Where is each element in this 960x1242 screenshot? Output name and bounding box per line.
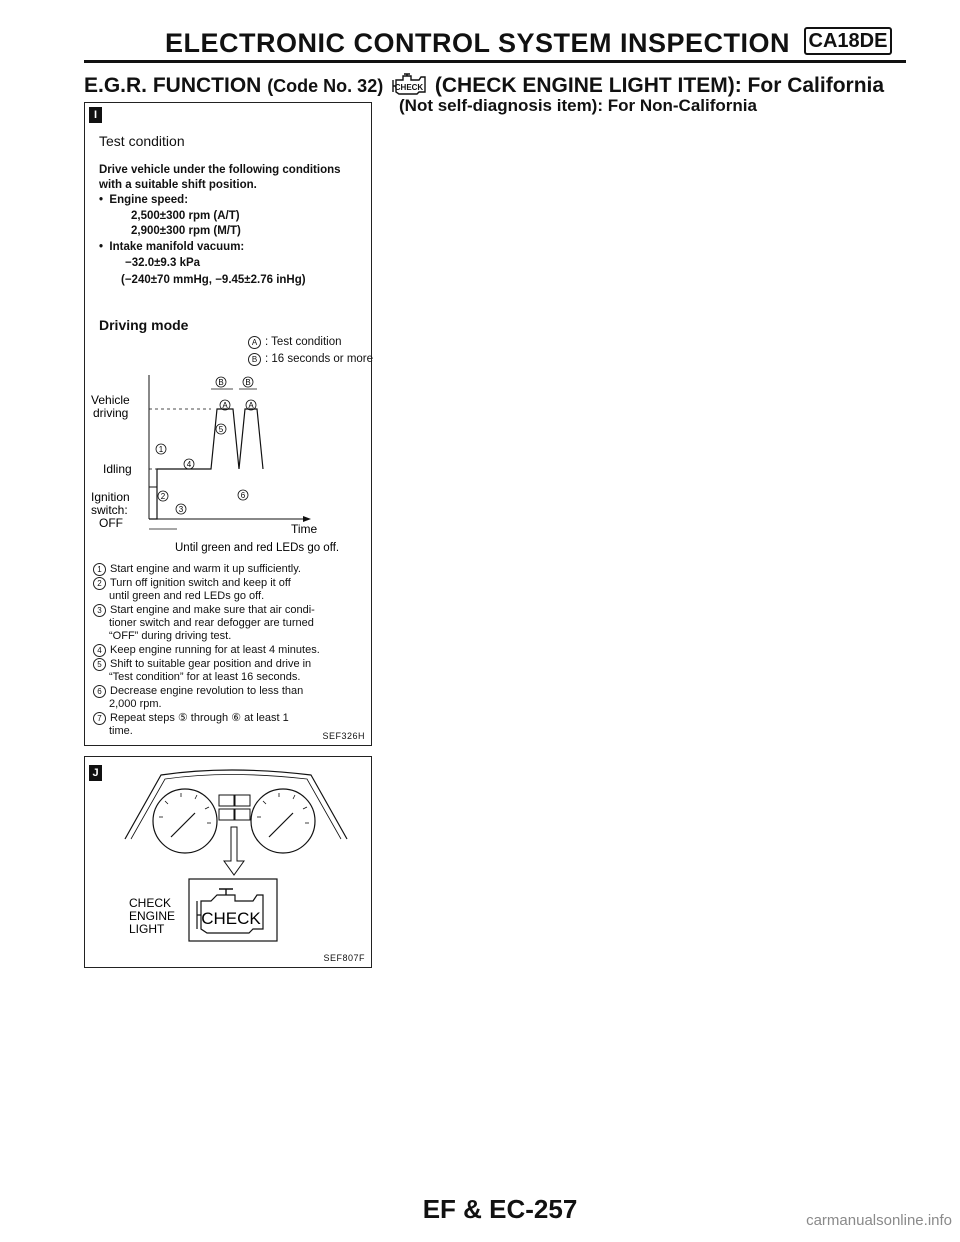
header-divider (84, 60, 906, 63)
section-heading (84, 70, 884, 98)
driving-mode-heading: Driving mode (99, 317, 189, 333)
step-6-line-2: 2,000 rpm. (109, 698, 162, 710)
arrow-down-icon (224, 827, 244, 875)
label-off: OFF (99, 516, 123, 530)
step-3 (93, 604, 315, 617)
step-5-number: 5 (93, 658, 106, 671)
check-engine-icon (389, 70, 429, 96)
label-light: LIGHT (129, 922, 165, 936)
marker-a-1: A (222, 401, 228, 410)
step-7-line-1: Repeat steps ⑤ through ⑥ at least 1 (110, 712, 289, 724)
test-procedure-panel (84, 102, 372, 746)
instrument-cluster-drawing (85, 757, 371, 967)
step-4-number: 4 (93, 644, 106, 657)
marker-4: 4 (186, 460, 192, 469)
step-4-line-1: Keep engine running for at least 4 minutes. (110, 644, 320, 656)
step-4 (93, 644, 320, 657)
right-gauge-needle (269, 813, 293, 837)
legend-b-text: : 16 seconds or more (265, 353, 374, 365)
panel-tag-j: J (89, 765, 102, 781)
section-note: (Not self-diagnosis item): For Non-California (399, 96, 757, 115)
step-2-number: 2 (93, 577, 106, 590)
step-3-line-2: tioner switch and rear defogger are turned (109, 617, 314, 629)
figure-code-sef807f: SEF807F (323, 953, 365, 963)
step-5 (93, 658, 311, 671)
vacuum-alt-value: (−240±70 mmHg, −9.45±2.76 inHg) (121, 274, 306, 286)
step-7 (93, 712, 289, 725)
marker-5: 5 (218, 425, 224, 434)
engine-speed-item: • Engine speed: (99, 194, 189, 206)
right-gauge-icon (251, 789, 315, 853)
legend-a (248, 336, 342, 349)
left-gauge-needle (171, 813, 195, 837)
legend-b-mark: B (248, 353, 261, 366)
panel-tag-i: I (89, 107, 102, 123)
step-7-number: 7 (93, 712, 106, 725)
marker-2: 2 (160, 492, 166, 501)
page-number: EF & EC-257 (422, 1194, 578, 1224)
condition-intro-line1: Drive vehicle under the following conditions (99, 164, 341, 176)
check-engine-lamp-icon (197, 889, 263, 933)
legend-a-text: : Test condition (265, 336, 342, 348)
step-6-number: 6 (93, 685, 106, 698)
marker-1: 1 (158, 445, 164, 454)
section-title-suffix: (CHECK ENGINE LIGHT ITEM): For California (434, 74, 885, 97)
engine-speed-label: Engine speed: (109, 194, 189, 206)
step-5-line-2: “Test condition” for at least 16 seconds. (109, 671, 301, 683)
label-vehicle: Vehicle (91, 393, 130, 407)
step-6 (93, 685, 303, 698)
step-1-line-1: Start engine and warm it up sufficiently. (110, 563, 301, 575)
watermark: carmanualsonline.info (806, 1212, 952, 1229)
label-time: Time (291, 522, 318, 536)
figure-code-sef326h: SEF326H (322, 731, 365, 741)
step-3-line-1: Start engine and make sure that air condi- (110, 604, 315, 616)
marker-b-1: B (218, 378, 224, 387)
step-3-number: 3 (93, 604, 106, 617)
warning-lamp-grid (219, 795, 250, 820)
label-engine: ENGINE (129, 909, 176, 923)
step-6-line-1: Decrease engine revolution to less than (110, 685, 304, 697)
step-2-line-1: Turn off ignition switch and keep it off (110, 577, 291, 589)
legend-b (248, 353, 373, 366)
marker-6: 6 (240, 491, 246, 500)
step-1 (93, 563, 301, 576)
cluster-hood-inner (131, 775, 341, 840)
model-badge: CA18DE (804, 27, 892, 55)
driving-mode-diagram (85, 369, 371, 555)
test-condition-heading: Test condition (99, 133, 185, 149)
vacuum-kpa-value: −32.0±9.3 kPa (125, 257, 201, 269)
marker-a-2: A (248, 401, 254, 410)
label-driving: driving (93, 406, 129, 420)
vacuum-label: Intake manifold vacuum: (109, 241, 245, 253)
rpm-mt-value: 2,900±300 rpm (M/T) (131, 225, 241, 237)
check-engine-light-panel (84, 756, 372, 968)
lamp-text: CHECK (201, 909, 261, 928)
marker-b-2: B (245, 378, 251, 387)
step-7-line-2: time. (109, 725, 133, 737)
label-switch: switch: (91, 503, 128, 517)
label-idling: Idling (103, 462, 132, 476)
left-gauge-icon (153, 789, 217, 853)
marker-3: 3 (178, 505, 184, 514)
label-ignition: Ignition (91, 490, 130, 504)
condition-intro-line2: with a suitable shift position. (99, 179, 257, 191)
page-title: ELECTRONIC CONTROL SYSTEM INSPECTION (164, 28, 790, 58)
step-3-line-3: “OFF” during driving test. (109, 630, 232, 642)
rpm-at-value: 2,500±300 rpm (A/T) (131, 210, 240, 222)
diagram-caption: Until green and red LEDs go off. (175, 542, 340, 554)
legend-a-mark: A (248, 336, 261, 349)
ignition-profile (149, 487, 157, 519)
section-title-code: (Code No. 32) (267, 76, 384, 96)
driving-profile-line (149, 409, 263, 519)
step-1-number: 1 (93, 563, 106, 576)
step-2 (93, 577, 291, 590)
step-2-line-2: until green and red LEDs go off. (109, 590, 265, 602)
vacuum-item: • Intake manifold vacuum: (99, 241, 245, 253)
label-check: CHECK (129, 896, 172, 910)
check-engine-icon-text: CHECK (394, 83, 424, 92)
step-5-line-1: Shift to suitable gear position and drive in (110, 658, 312, 670)
section-title-main: E.G.R. FUNCTION (84, 74, 262, 97)
